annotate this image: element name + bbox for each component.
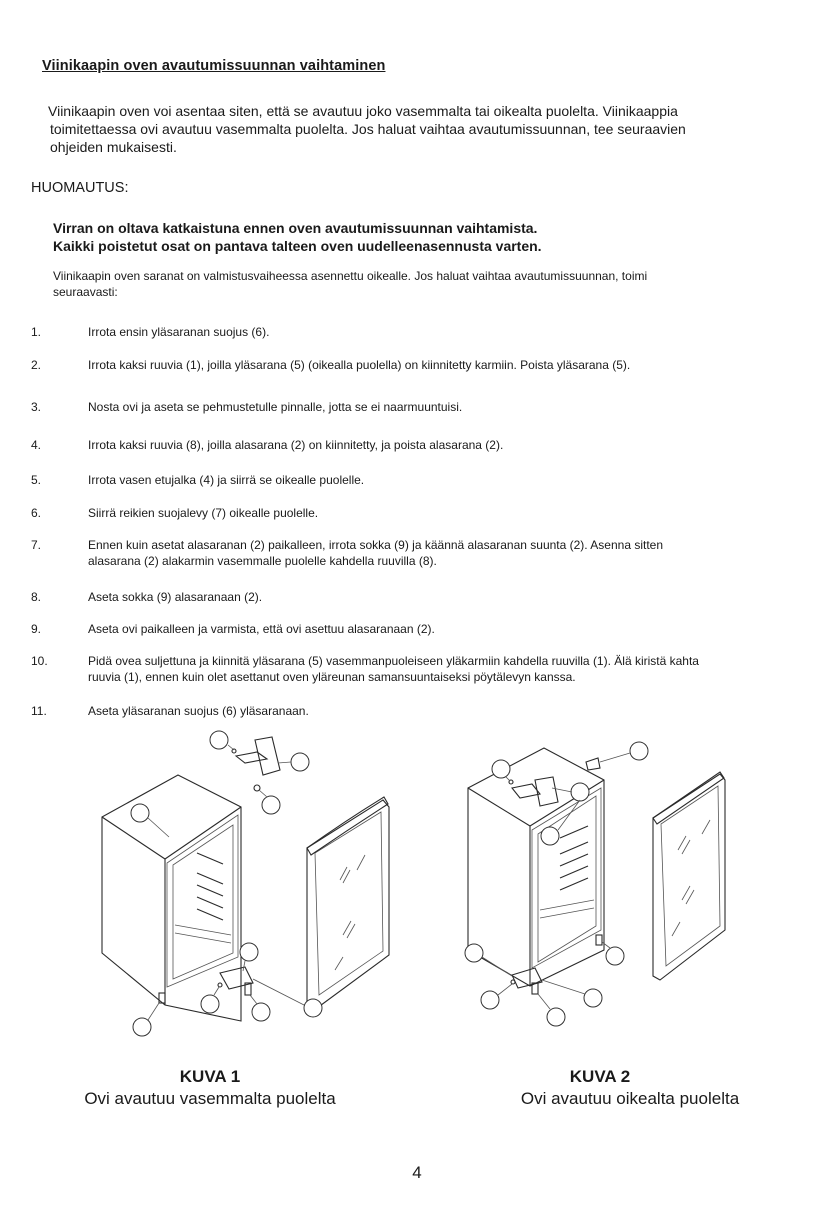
figure-2-illustration [460, 730, 760, 1040]
hinge-info-line: seuraavasti: [53, 285, 118, 299]
hinge-info-line: Viinikaapin oven saranat on valmistusvaiheessa asennettu oikealle. Jos haluat vaihtaa avautumissuunnan, toimi [53, 269, 648, 283]
figure-1-subtitle: Ovi avautuu vasemmalta puolelta [84, 1089, 336, 1108]
step-text: alasarana (2) alakarmin vasemmalle puolelle kahdella ruuvilla (8). [88, 554, 437, 568]
step-number: 6. [31, 506, 42, 520]
figure-2-caption: KUVA 2 [569, 1067, 631, 1086]
step-number: 7. [31, 538, 42, 552]
bottom-hinge [511, 968, 542, 994]
step-text: Aseta sokka (9) alasaranaan (2). [88, 590, 263, 604]
warning-text [53, 219, 813, 255]
top-hinge [232, 737, 280, 791]
step-text: Ennen kuin asetat alasaranan (2) paikalleen, irrota sokka (9) ja käännä alasaranan suunta (2). Asenna sitten [88, 538, 664, 552]
step-number: 9. [31, 622, 42, 636]
step-number: 10. [31, 654, 48, 668]
step-number: 4. [31, 438, 42, 452]
step-text: Irrota kaksi ruuvia (1), joilla yläsarana (5) (oikealla puolella) on kiinnitetty karmiin. Poista yläsarana (5). [88, 358, 631, 372]
step-text: Nosta ovi ja aseta se pehmustetulle pinnalle, jotta se ei naarmuuntuisi. [88, 400, 463, 414]
door [653, 772, 725, 980]
step-number: 8. [31, 590, 42, 604]
step-text: Aseta ovi paikalleen ja varmista, että ovi asettuu alasaranaan (2). [88, 622, 435, 636]
bottom-hinge [218, 967, 253, 995]
step-text: Irrota vasen etujalka (4) ja siirrä se oikealle puolelle. [88, 473, 365, 487]
step-text: ruuvia (1), ennen kuin olet asettanut oven yläreunan samansuuntaiseksi pöytälevyn kanssa. [88, 670, 576, 684]
step-number: 1. [31, 325, 42, 339]
step-number: 3. [31, 400, 42, 414]
step-text: Irrota ensin yläsaranan suojus (6). [88, 325, 270, 339]
figure-1-illustration [95, 725, 425, 1055]
step-text: Pidä ovea suljettuna ja kiinnitä yläsarana (5) vasemmanpuoleiseen yläkarmiin kahdella ruuvilla (1). Älä kiristä kahta [88, 654, 699, 668]
callouts [465, 742, 648, 1026]
warning-line: Kaikki poistetut osat on pantava talteen oven uudelleenasennusta varten. [53, 238, 542, 254]
door [307, 797, 389, 1011]
intro-line: Viinikaapin oven voi asentaa siten, että se avautuu joko vasemmalta tai oikealta puolelta. Viinikaappia [48, 103, 678, 119]
hinge-info [53, 268, 813, 300]
callouts [131, 731, 322, 1036]
step-text: Aseta yläsaranan suojus (6) yläsaranaan. [88, 704, 309, 718]
intro-paragraph [48, 102, 808, 156]
figure-1-caption: KUVA 1 [179, 1067, 241, 1086]
note-label: HUOMAUTUS: [31, 180, 129, 196]
step-number: 11. [31, 704, 47, 718]
warning-line: Virran on oltava katkaistuna ennen oven avautumissuunnan vaihtamista. [53, 220, 538, 236]
page-title: Viinikaapin oven avautumissuunnan vaihtaminen [42, 58, 386, 74]
figure-2-subtitle: Ovi avautuu oikealta puolelta [520, 1089, 740, 1108]
step-number: 2. [31, 358, 42, 372]
cabinet-body [102, 775, 241, 1021]
step-text: Irrota kaksi ruuvia (8), joilla alasarana (2) on kiinnitetty, ja poista alasarana (2). [88, 438, 504, 452]
step-number: 5. [31, 473, 42, 487]
page-number: 4 [412, 1163, 422, 1182]
intro-line: toimitettaessa ovi avautuu vasemmalta puolelta. Jos haluat vaihtaa avautumissuunnan, tee seuraavien [50, 121, 686, 137]
step-text: Siirrä reikien suojalevy (7) oikealle puolelle. [88, 506, 319, 520]
intro-line: ohjeiden mukaisesti. [50, 139, 177, 155]
